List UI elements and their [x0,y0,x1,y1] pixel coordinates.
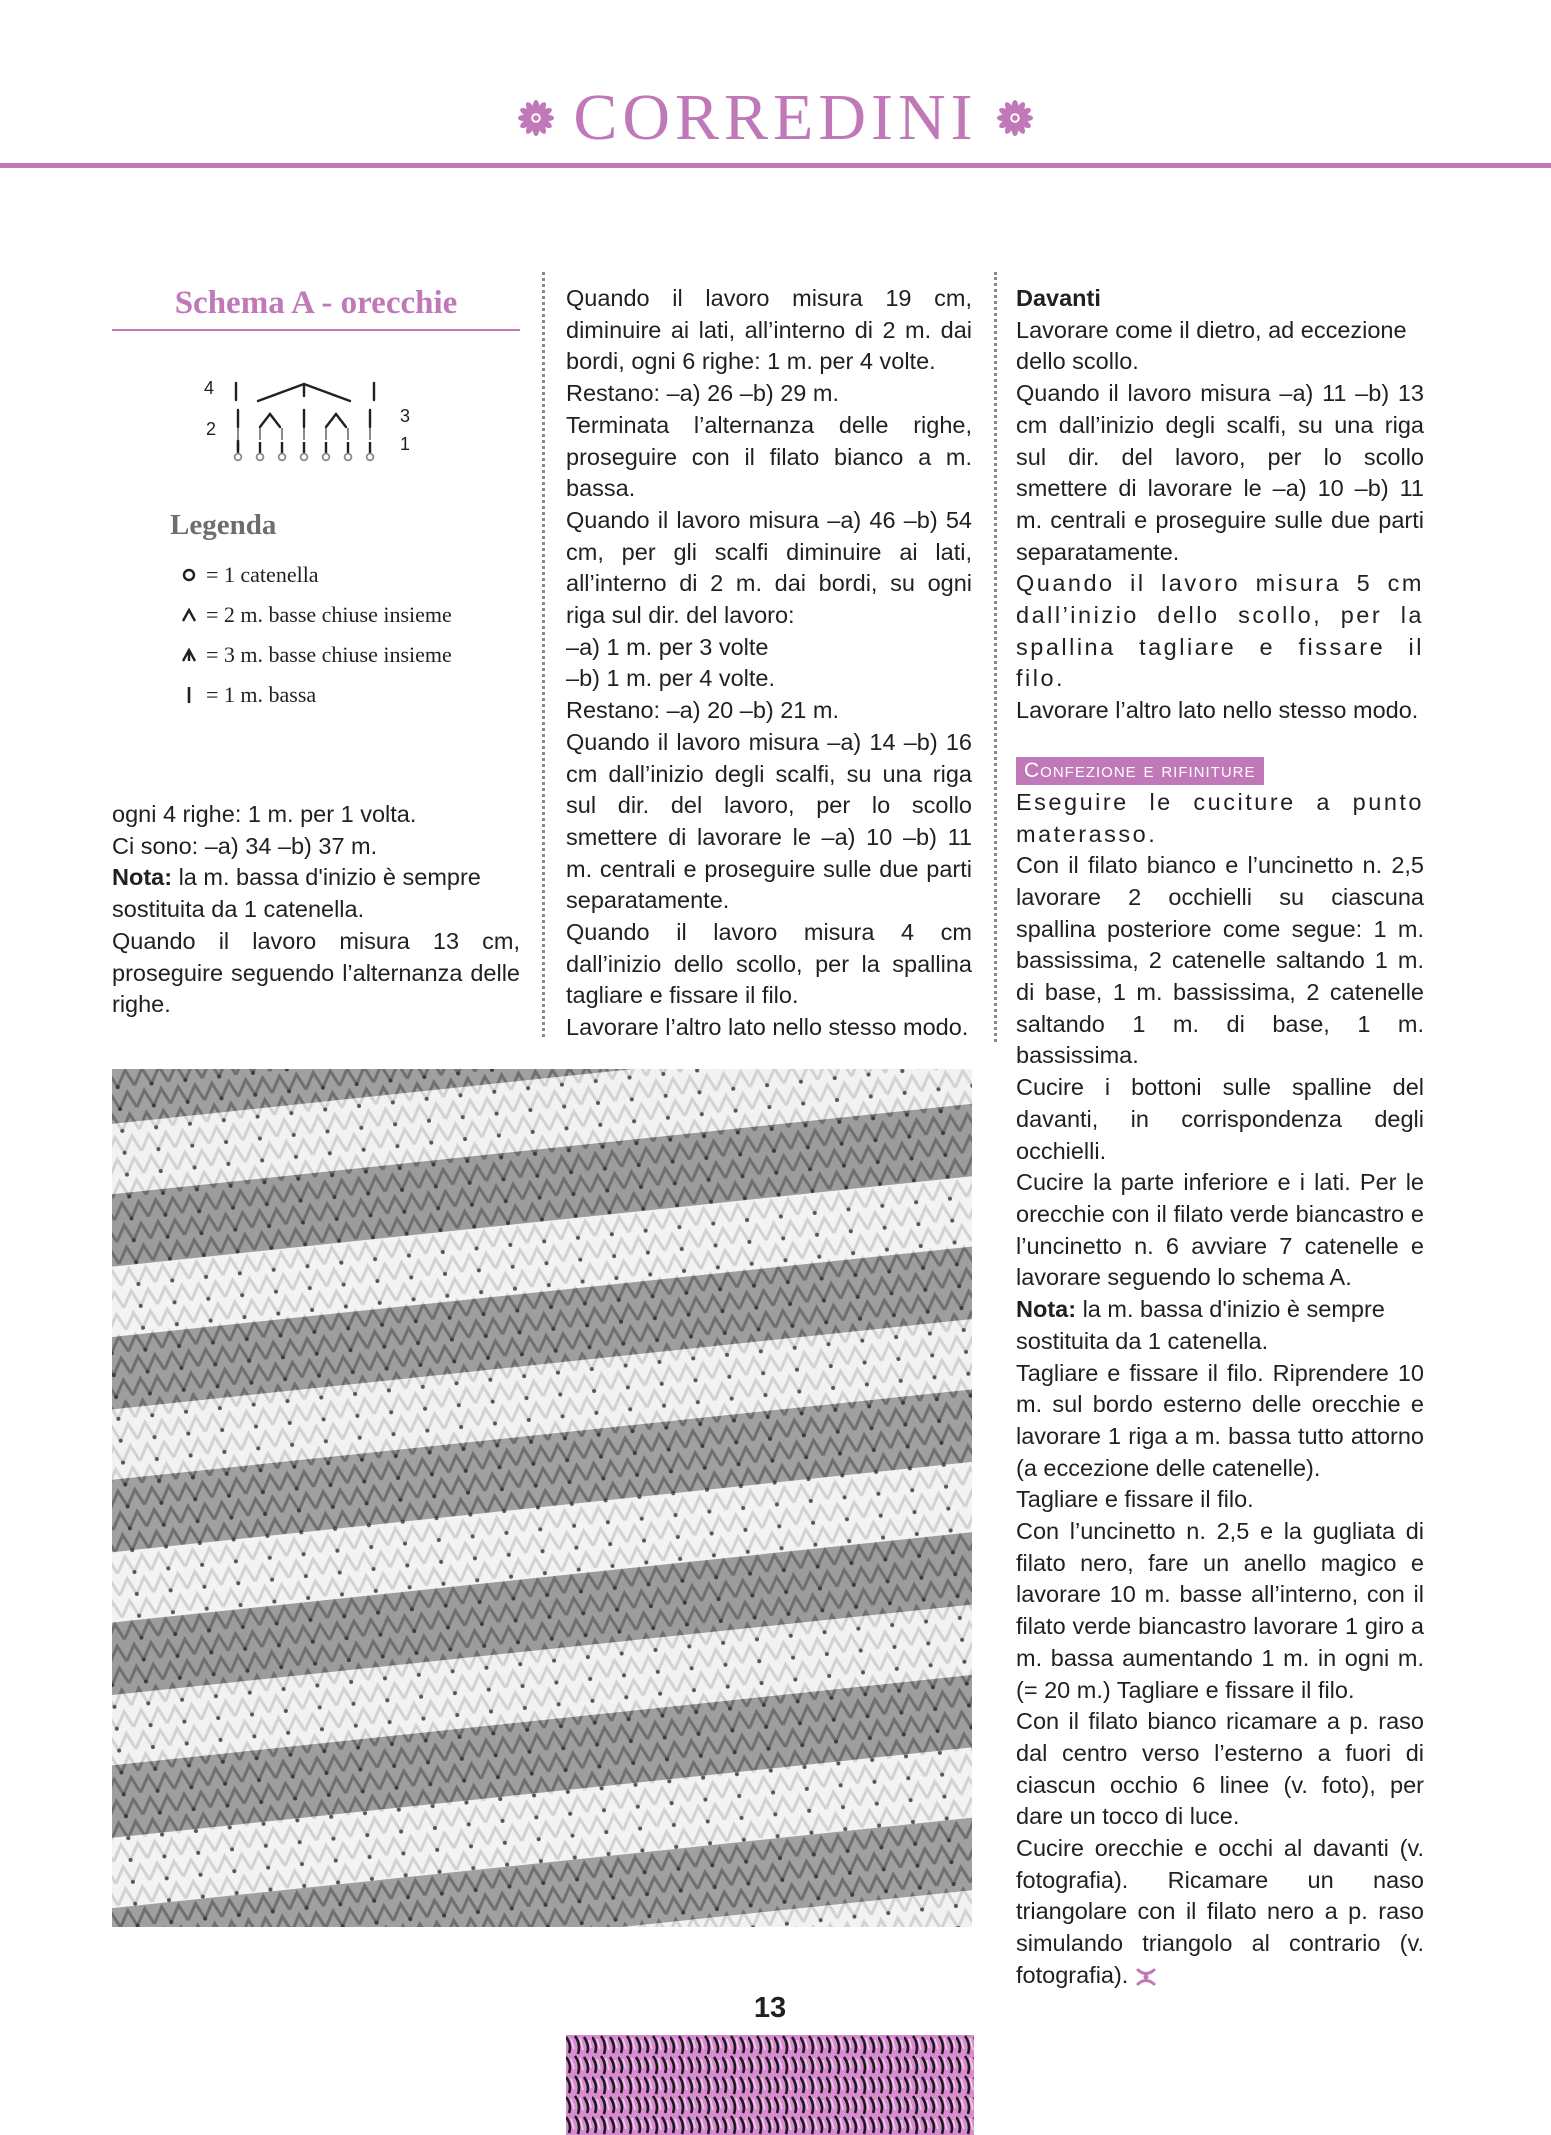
header-divider [0,163,1551,168]
section-heading-confezione: Confezione e rifiniture [1016,757,1264,785]
paragraph: Cucire la parte inferiore e i lati. Per le orecchie con il filato verde biancastro e l’uncinetto n. 6 avviare 7 catenelle e lavorare seguendo lo schema A. [1016,1169,1424,1291]
crochet-stitch-photo [112,1069,972,1927]
chart-row-label: 3 [400,406,411,426]
legend-item [172,595,520,635]
page-title: CORREDINI [573,81,978,154]
schema-title: Schema A - orecchie [174,285,458,321]
chart-row-label: 1 [400,434,411,454]
dec3-caret-icon [172,643,206,667]
footer-pattern-swatch [566,2035,974,2135]
paragraph: Con il filato bianco ricamare a p. raso dal centro verso l’esterno a fuori di ciascun occhio 6 linee (v. foto), per dare un tocco di luce. [1016,1708,1424,1830]
paragraph: Quando il lavoro misura 5 cm dall’inizio dello scollo, per la spallina tagliare e fissare il filo. [1016,570,1424,692]
end-ornament-icon [1135,1967,1157,1987]
note-label: Nota: [112,864,173,891]
paragraph: Quando il lavoro misura 4 cm dall’inizio dello scollo, per la spallina tagliare e fissare il filo. [566,919,972,1009]
column-1-text [112,799,520,1021]
paragraph: Cucire i bottoni sulle spalline del davanti, in corrispondenza degli occhielli. [1016,1074,1424,1164]
column-separator [994,272,997,1042]
paragraph: Tagliare e fissare il filo. [1016,1486,1254,1513]
chart-chain-mark [345,454,352,461]
flower-ornament-icon [996,99,1034,137]
chart-chain-mark [323,454,330,461]
paragraph: Con l’uncinetto n. 2,5 e la gugliata di filato nero, fare un anello magico e lavorare 10 m. basse all’interno, con il filato verde biancastro lavorare 1 giro a m. bassa aumentando 1 m. in ogni m. (= 20 m.) Tagliare e fissare il filo. [1016,1518,1424,1703]
legend-label: = 2 m. basse chiuse insieme [206,602,452,628]
paragraph: Lavorare come il dietro, ad eccezione dello scollo. [1016,316,1407,375]
legend-title: Legenda [170,509,277,541]
chart-row-label: 4 [204,378,215,398]
chart-chain-mark [235,454,242,461]
paragraph: Ci sono: –a) 34 –b) 37 m. [112,832,378,859]
column-2 [566,283,972,1044]
note-label: Nota: [1016,1296,1077,1323]
single-crochet-bar-icon [172,683,206,707]
column-1 [112,283,520,1021]
chain-circle-icon [172,563,206,587]
paragraph: Lavorare l’altro lato nello stesso modo. [566,1014,969,1041]
paragraph: Quando il lavoro misura –a) 14 –b) 16 cm dall’inizio degli scalfi, su una riga sul dir. del lavoro, per lo scollo smettere di lavorare le –a) 10 –b) 11 m. centrali e proseguire sulle due parti separatamente. [566,728,972,914]
paragraph: Quando il lavoro misura 19 cm, diminuire ai lati, all’interno di 2 m. dai bordi, ogni 6 righe: 1 m. per 4 volte. [566,285,972,375]
chart-row-label: 2 [206,419,217,439]
legend-item [172,555,520,595]
paragraph: Con il filato bianco e l’uncinetto n. 2,5 lavorare 2 occhielli su ciascuna spallina posteriore come segue: 1 m. bassissima, 2 catenelle saltando 1 m. di base, 1 m. bassissima, 2 catenelle saltando 1 m. di base, 1 m. bassissima. [1016,852,1424,1069]
legend-item [172,675,520,715]
paragraph: ogni 4 righe: 1 m. per 1 volta. [112,801,417,827]
paragraph: Quando il lavoro misura –a) 11 –b) 13 cm dall’inizio degli scalfi, su una riga sul dir. del lavoro, per lo scollo smettere di lavorare le –a) 10 –b) 11 m. centrali e proseguire sulle due parti separatamente. [1016,380,1424,565]
paragraph: Restano: –a) 26 –b) 29 m. [566,380,840,407]
footer-pattern-svg [566,2035,974,2135]
paragraph: Terminata l’alternanza delle righe, proseguire con il filato bianco a m. bassa. [566,411,972,502]
paragraph: Eseguire le cuciture a punto materasso. [1016,788,1424,847]
legend-label: = 1 m. bassa [206,682,317,708]
note-text: la m. bassa d'inizio è sempre sostituita da 1 catenella. [1016,1296,1385,1354]
legend-label: = 1 catenella [206,562,319,588]
stitch-texture-svg [112,1069,972,1927]
chart-chain-mark [301,454,308,461]
dec2-caret-icon [172,603,206,627]
paragraph-text: Cucire orecchie e occhi al davanti (v. fotografia). Ricamare un naso triangolare con il filato nero a p. raso simulando triangolo al contrario (v. fotografia). [1016,1835,1424,1988]
paragraph: Quando il lavoro misura 13 cm, proseguire seguendo l’alternanza delle righe. [112,927,520,1018]
chart-chain-mark [279,454,286,461]
crochet-chart-svg [112,331,520,493]
paragraph: Quando il lavoro misura –a) 46 –b) 54 cm, per gli scalfi diminuire ai lati, all’interno di 2 m. dai bordi, su ogni riga sul dir. del lavoro: [566,506,972,629]
note-text: la m. bassa d'inizio è sempre sostituita da 1 catenella. [112,864,481,923]
note-paragraph [1016,1294,1424,1357]
legend-list [172,555,520,715]
column-separator [542,272,545,1037]
paragraph [1016,1833,1424,1992]
chart-chain-mark [367,454,374,461]
paragraph: Tagliare e fissare il filo. Riprendere 10 m. sul bordo esterno delle orecchie e lavorare 1 riga a m. bassa tutto attorno (a eccezione delle catenelle). [1016,1359,1424,1481]
legend-item [172,635,520,675]
paragraph: –a) 1 m. per 3 volte [566,633,769,660]
section-heading-davanti: Davanti [1016,285,1101,311]
legend-label: = 3 m. basse chiuse insieme [206,642,452,668]
flower-ornament-icon [517,99,555,137]
chart-chain-mark [257,454,264,461]
paragraph: Lavorare l’altro lato nello stesso modo. [1016,697,1419,724]
crochet-chart [112,331,520,493]
column-3 [1016,283,1424,1992]
paragraph: Restano: –a) 20 –b) 21 m. [566,697,840,724]
paragraph: –b) 1 m. per 4 volte. [566,665,775,692]
page-number: 13 [753,1992,787,2024]
note-paragraph [112,862,520,925]
page-header [0,78,1551,158]
